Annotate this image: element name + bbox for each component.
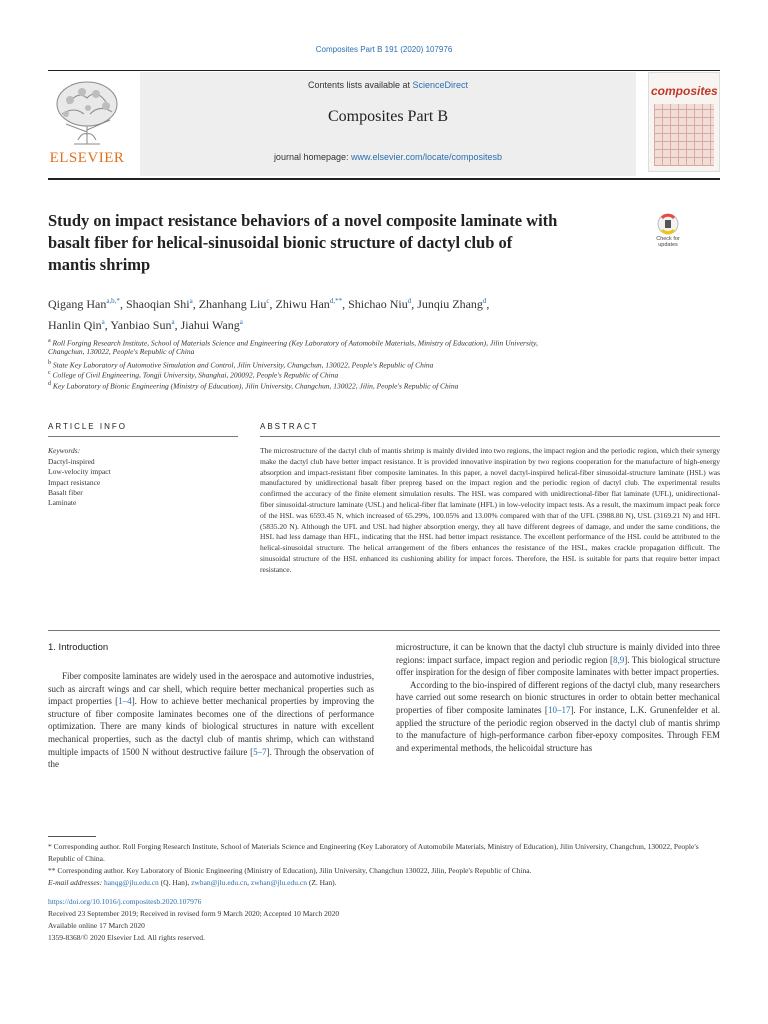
keywords-list: [48, 457, 238, 508]
footnote-rule: [48, 836, 96, 837]
affiliation-marker: b: [48, 360, 51, 366]
paragraph: [396, 641, 720, 679]
citation-link[interactable]: 5–7: [253, 746, 267, 757]
paragraph-text: ]. Through the observation of the: [48, 746, 374, 770]
author-list: Qigang Han$^{a,b,*}$, Shaoqian Shi$^a$, Zhanhang Liu$^c$, Zhiwu Han$^{d,**}$, Shichao Niu$^d$, Junqiu Zhang$^d$, Hanlin Qin$^a$, Yanbiao Sun$^a$, Jiahui Wang$^a$: [48, 297, 490, 332]
paragraph-text: Fiber composite laminates are widely used in the aerospace and automotive industries, such as aircraft wings and car shell, which require better mechanical properties such as impact properties [: [48, 671, 374, 707]
cover-title: composites: [651, 84, 718, 98]
article-info-heading: ARTICLE INFO: [48, 422, 127, 431]
footnotes: [48, 841, 720, 889]
footnote: ** Corresponding author. Key Laboratory of Bionic Engineering (Ministry of Education), Jilin University, Changchun 130022, Jilin, People's Republic of China.: [48, 866, 532, 875]
email-link[interactable]: zwhan@jlu.edu.cn: [250, 878, 307, 887]
author-affiliation-marker[interactable]: a: [189, 297, 193, 305]
contents-availability: [140, 80, 636, 90]
homepage-link[interactable]: www.elsevier.com/locate/compositesb: [351, 152, 503, 162]
journal-homepage: [140, 152, 636, 162]
keywords-label: Keywords:: [48, 446, 81, 455]
paper-title: [48, 210, 608, 276]
author-affiliation-marker[interactable]: c: [266, 297, 270, 305]
title-line: mantis shrimp: [48, 255, 151, 274]
author-name[interactable]: Shichao Niu: [348, 297, 408, 311]
title-line: basalt fiber for helical-sinusoidal bionic structure of dactyl club of: [48, 233, 513, 252]
check-updates-line1: Check for: [656, 236, 680, 242]
abstract-heading: ABSTRACT: [260, 422, 319, 431]
affiliation-marker: d: [48, 381, 51, 387]
citation-link[interactable]: 1–4: [118, 696, 132, 707]
author-name[interactable]: Jiahui Wang: [180, 318, 240, 332]
author-affiliation-marker[interactable]: d: [482, 297, 487, 305]
journal-title: Composites Part B: [327, 108, 448, 125]
author-affiliation-marker[interactable]: a,b,*: [106, 297, 120, 305]
cover-artwork: [654, 104, 714, 166]
header-bottom-rule: [48, 178, 720, 180]
doi-link[interactable]: https://doi.org/10.1016/j.compositesb.2020.107976: [48, 897, 202, 906]
keyword: Impact resistance: [48, 477, 101, 487]
author-name[interactable]: Zhiwu Han: [275, 297, 330, 311]
email-footnote: [48, 877, 720, 889]
affiliation-text: Changchun, 130022, People's Republic of China: [48, 347, 195, 356]
keyword: Dactyl-inspired: [48, 457, 95, 466]
affiliation-text: State Key Laboratory of Automotive Simulation and Control, Jilin University, Changchun, 130022, People's Republic of China: [52, 360, 434, 370]
abstract-rule: [260, 436, 720, 437]
author-name[interactable]: Qigang Han: [48, 297, 107, 311]
keyword: Laminate: [48, 498, 77, 508]
check-for-updates-button[interactable]: [648, 212, 688, 252]
author-name[interactable]: Junqiu Zhang: [417, 297, 483, 311]
online-date: Available online 17 March 2020: [48, 921, 145, 930]
email-owner: (Z. Han).: [306, 878, 337, 887]
email-owner: (Q. Han),: [158, 878, 192, 887]
citation-link[interactable]: 10–17: [547, 704, 571, 715]
section-heading-introduction: 1. Introduction: [48, 642, 109, 653]
author-affiliation-marker[interactable]: a: [101, 318, 105, 326]
author-affiliation-marker[interactable]: d,**: [329, 297, 343, 305]
received-dates: Received 23 September 2019; Received in revised form 9 March 2020; Accepted 10 March 2020: [48, 909, 340, 918]
author-name[interactable]: Yanbiao Sun: [110, 318, 172, 332]
abstract-body: The microstructure of the dactyl club of mantis shrimp is mainly divided into two regions, the impact region and the periodic region, which their synergy make the dactyl club have better impact resistance. It is provided innovative inspiration by two regions cooperation for the manufacture of high-energy absorption and impact-resistant fiber composite laminates. In this paper, a novel dactyl-inspired helical-fiber sinusoidal-structure laminate (HSL) was manufactured by unidirectional basalt fiber prepreg based on the impact region and the periodic region of dactyl club. The experimental results confirmed the accuracy of the finite element simulation results. The HSL was compared with unidirectional-fiber flat laminate (UFL), unidirectional-fiber sinusoidal-structure laminate (USL) and helical-fiber flat laminate (HFL) in low-velocity impact tests. As a result, the maximum impact peak force of the HSL was 6593.45 N, which increased of 65.29%, 100.05% and 13.00% compared with that of the UFL (3988.80 N), USL (3169.21 N) and HFL (5835.20 N). Although the UFL and USL had higher absorption energy, they all have different degrees of damage, and under the same conditions, the HSL had less damage than HFL, indicating that the HSL had better impact resistance. The excellent performance of the HSL could be attributed to the helical-sinusoidal structure. The helical arrangement of the fibers enhances the resistance of the HSL, makes crackle propagation difficult. The sinusoidal structure of the HSL enhanced its cushioning ability for impact forces. Therefore, the HSL is suitable for parts that require better impact resistance.: [260, 446, 720, 574]
affiliation-text: Key Laboratory of Bionic Engineering (Ministry of Education), Jilin University, Changchun, 130022, Jilin, People's Republic of China: [52, 381, 459, 391]
homepage-prefix: journal homepage:: [273, 152, 351, 162]
journal-citation-link[interactable]: Composites Part B 191 (2020) 107976: [315, 45, 453, 54]
sciencedirect-link[interactable]: ScienceDirect: [412, 80, 469, 90]
affiliation-a-cont: [48, 347, 720, 357]
affiliation-marker: c: [48, 370, 51, 376]
title-line: Study on impact resistance behaviors of a novel composite laminate with: [48, 211, 558, 230]
affiliation-d: [48, 379, 720, 392]
author-affiliation-marker[interactable]: a: [239, 318, 243, 326]
header-top-rule: [48, 70, 720, 71]
publication-info: [48, 896, 720, 944]
paragraph-text: ]. This biological structure offer inspiration for the design of fiber composite laminates with better impact properties.: [396, 654, 720, 678]
author-name[interactable]: Shaoqian Shi: [125, 297, 190, 311]
body-column-left: [48, 670, 374, 771]
email-link[interactable]: hanqg@jlu.edu.cn: [103, 878, 159, 887]
body-column-right: [396, 641, 720, 754]
paragraph-text: microstructure, it can be known that the dactyl club structure is mainly divided into three regions: impact surface, impact region and periodic region [: [396, 642, 720, 665]
issn-copyright: 1359-8368/© 2020 Elsevier Ltd. All rights reserved.: [48, 933, 205, 942]
author-name[interactable]: Hanlin Qin: [48, 318, 102, 332]
author-affiliation-marker[interactable]: a: [171, 318, 175, 326]
affiliation-text: Roll Forging Research Institute, School of Materials Science and Engineering (Key Laboratory of Automobile Materials, Ministry of Education), Jilin University,: [52, 338, 538, 348]
keyword: Basalt fiber: [48, 487, 83, 497]
email-link[interactable]: zwhan@jlu.edu.cn: [191, 878, 248, 887]
author-affiliation-marker[interactable]: d: [407, 297, 412, 305]
publisher-name: ELSEVIER: [49, 150, 125, 166]
abstract-bottom-rule: [48, 630, 720, 631]
paragraph-text: ]. How to achieve better mechanical properties by improving the structure of fiber composite laminates becomes one of the directions of performance optimization. There are many kinds of biological structures in nature with excellent mechanical properties, such as the dactyl club of mantis shrimp, which can withstand multiple impacts of 1500 N without destructive failure [: [48, 696, 375, 757]
affiliation-marker: a: [48, 338, 51, 344]
paragraph-text: ]. For instance, L.K. Grunenfelder et al. applied the structure of the periodic region observed in the dactyl club of mantis shrimp to the manufacture of high-performance carbon fiber-epoxy composites. Through FEM and experimental methods, the helicoidal structure has: [396, 704, 721, 753]
email-separator: ,: [247, 878, 251, 887]
paragraph: [396, 679, 720, 755]
affiliation-text: College of Civil Engineering, Tongji University, Shanghai, 200092, People's Republic of China: [52, 370, 339, 380]
contents-prefix: Contents lists available at: [307, 80, 413, 90]
paragraph: [48, 670, 374, 771]
keyword: Low-velocity impact: [48, 467, 111, 477]
article-info-rule: [48, 436, 238, 437]
paragraph-text: According to the bio-inspired of different regions of the dactyl club, many researchers have carried out some research on bionic structures in order to obtain better mechanical properties of fiber composite laminates [: [396, 679, 720, 715]
citation-link[interactable]: 8,9: [612, 654, 625, 665]
author-name[interactable]: Zhanhang Liu: [198, 297, 267, 311]
footnote: * Corresponding author. Roll Forging Research Institute, School of Materials Science and Engineering (Key Laboratory of Automobile Materials, Ministry of Education), Jilin University, Changchun, 130022, People's Republic of China.: [48, 842, 699, 863]
email-label: E-mail addresses:: [48, 878, 103, 887]
check-updates-line2: updates: [658, 242, 678, 248]
